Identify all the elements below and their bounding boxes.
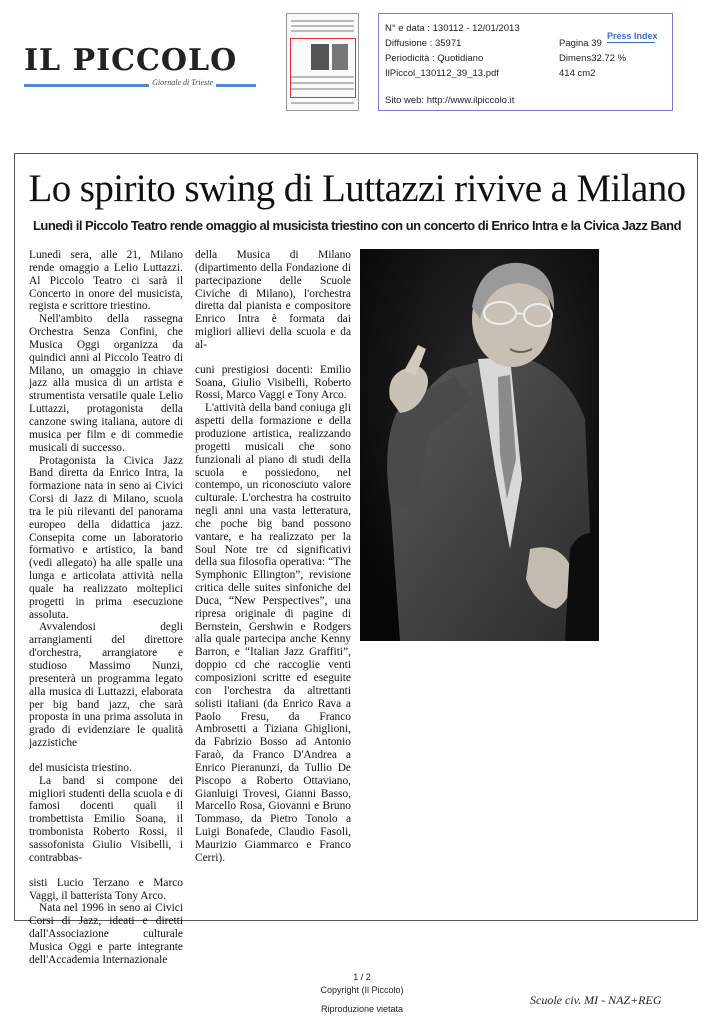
logo-subtitle-row <box>24 78 256 87</box>
page-thumbnail <box>286 13 359 111</box>
thumb-text-line <box>291 82 354 84</box>
paragraph: Protagonista la Civica Jazz Band diretta da Enrico Intra, la formazione nata in seno ai Civici Corsi di Jazz di Milano, scuola tra le più rilevanti del panorama europeo della didattica jazz. Consepita come un laboratorio formativo e artistico, la band (vedi allegato) ha alle spalle una lunga e articolata attività nella quale ha realizzato molteplici progetti in prima esecuzione assoluta. <box>29 454 183 621</box>
press-index-logo <box>607 31 658 45</box>
press-index-rule <box>607 42 655 45</box>
info-diffusione: Diffusione : 35971 <box>385 38 462 49</box>
press-index-label: Press Index <box>607 31 658 41</box>
info-file: IlPiccol_130112_39_13.pdf <box>385 68 499 79</box>
thumb-text-line <box>291 25 354 27</box>
paragraph: L'attività della band coniuga gli aspetti della formazione e della produzione artistica, realizzando progetti musicali che sono funzionali al piano di studi della scuola e possiedono, nel contempo, un riconosciuto valore culturale. L'orchestra ha costruito negli anni una vasta letteratura, che poche big band possono vantare, e ha realizzato per la Soul Note tre cd significativi della sua filosofia operativa: “The Symphonic Ellington”, revisione critica delle suites sinfoniche del Duca, “New Perspectives”, una ripresa originale di pagine di Bernstein, Gershwin e Rodgers alla quale partecipa anche Kenny Barron, e “Italian Jazz Graffiti”, doppio cd che raccoglie venti composizioni scritte ed eseguite con l'orchestra da altrettanti solisti italiani (da Enrico Rava a Paolo Fresu, da Franco Ambrosetti a Tiziana Ghiglioni, da Fabrizio Bosso ad Antonio Faraò, da Franco D'Andrea a Enrico Pieranunzi, da Tullio De Piscopo a Roberto Ottaviano, Gianluigi Trovesi, Gianni Basso, Marcello Rosa, Giovanni e Bruno Tommaso, da Pietro Tonolo a Luigi Bonafede, Claudio Fasoli, Maurizio Giammarco e Franco Cerri). <box>195 402 351 864</box>
paragraph: Avvalendosi degli arrangiamenti del direttore d'orchestra, arrangiatore e studioso Massimo Nunzi, presenterà un programma legato alla musica di Luttazzi, elaborata per big band jazz, che sarà proposta in una prima assoluta in grado di evidenziare le qualità jazzistiche <box>29 621 183 750</box>
info-area: 414 cm2 <box>559 68 596 79</box>
thumb-text-line <box>291 102 354 104</box>
logo-subtitle: Giornale di Trieste <box>149 78 216 87</box>
info-dimens: Dimens32.72 % <box>559 53 627 64</box>
info-date: N° e data : 130112 - 12/01/2013 <box>385 23 520 34</box>
paragraph: Nell'ambito della rassegna Orchestra Senza Confini, che Musica Oggi organizza da quindici anni al Piccolo Teatro di Milano, un omaggio in chiave jazz alla musica di un artista e strumentista versatile quale Lelio Luttazzi, protagonista della canzone swing italiana, autore di musica per film e di commedie musicali di successo. <box>29 313 183 454</box>
article-headline: Lo spirito swing di Luttazzi rivive a Milano <box>28 167 686 210</box>
article-column-1 <box>29 249 183 967</box>
paragraph: della Musica di Milano (dipartimento della Fondazione di partecipazione delle Scuole Civiche di Milano), l'orchestra diretta dal pianista e compositore Enrico Intra è formata dai migliori allievi della scuola e da al- <box>195 249 351 351</box>
newspaper-logo <box>24 43 256 87</box>
thumb-text-line <box>291 88 354 90</box>
logo-accent-bar <box>24 84 256 87</box>
paragraph: sisti Lucio Terzano e Marco Vaggi, il batterista Tony Arco. <box>29 876 183 902</box>
paragraph: del musicista triestino. <box>29 761 132 774</box>
info-website: Sito web: http://www.ilpiccolo.it <box>385 95 515 106</box>
paragraph: Nata nel 1996 in seno ai Civici Corsi di Jazz, ideati e diretti dall'Associazione culturale Musica Oggi e parte integrante dell'Accademia Internazionale <box>29 902 183 966</box>
press-info-box <box>378 13 673 111</box>
luttazzi-portrait-illustration <box>360 249 599 641</box>
logo-text: IL PICCOLO <box>24 43 238 78</box>
info-pagina: Pagina 39 <box>559 38 602 49</box>
paragraph: cuni prestigiosi docenti: Emilio Soana, Giulio Visibelli, Roberto Rossi, Marco Vaggi e Tony Arco. <box>195 363 351 402</box>
article-frame <box>14 153 698 966</box>
paragraph: Lunedì sera, alle 21, Milano rende omaggio a Lelio Luttazzi. Al Piccolo Teatro ci sarà il Concerto in onore del musicista, regista e scrittore triestino. <box>29 249 183 313</box>
footer-reproduction: Riproduzione vietata <box>320 1004 404 1014</box>
thumb-text-line <box>291 20 354 22</box>
info-periodicita: Periodicità : Quotidiano <box>385 53 484 64</box>
article-column-2 <box>195 249 351 865</box>
footer-section-note: Scuole civ. MI - NAZ+REG <box>530 993 662 1007</box>
article-subhead: Lunedì il Piccolo Teatro rende omaggio al musicista triestino con un concerto di Enrico Intra e la Civica Jazz Band <box>32 218 682 233</box>
thumb-text-line <box>291 76 354 78</box>
paragraph: La band si compone dei migliori studenti della scuola e di famosi docenti quali il trombettista Emilio Soana, il trombonista Roberto Rossi, il sassofonista Giulio Visibelli, i contrabbas- <box>29 774 183 864</box>
thumb-photo <box>332 44 348 70</box>
footer-page-count: 1 / 2 <box>353 972 371 982</box>
thumb-photo <box>311 44 329 70</box>
thumb-text-line <box>291 30 354 32</box>
article-photo <box>360 249 599 641</box>
footer-copyright: Copyright (Il Piccolo) <box>320 985 404 995</box>
